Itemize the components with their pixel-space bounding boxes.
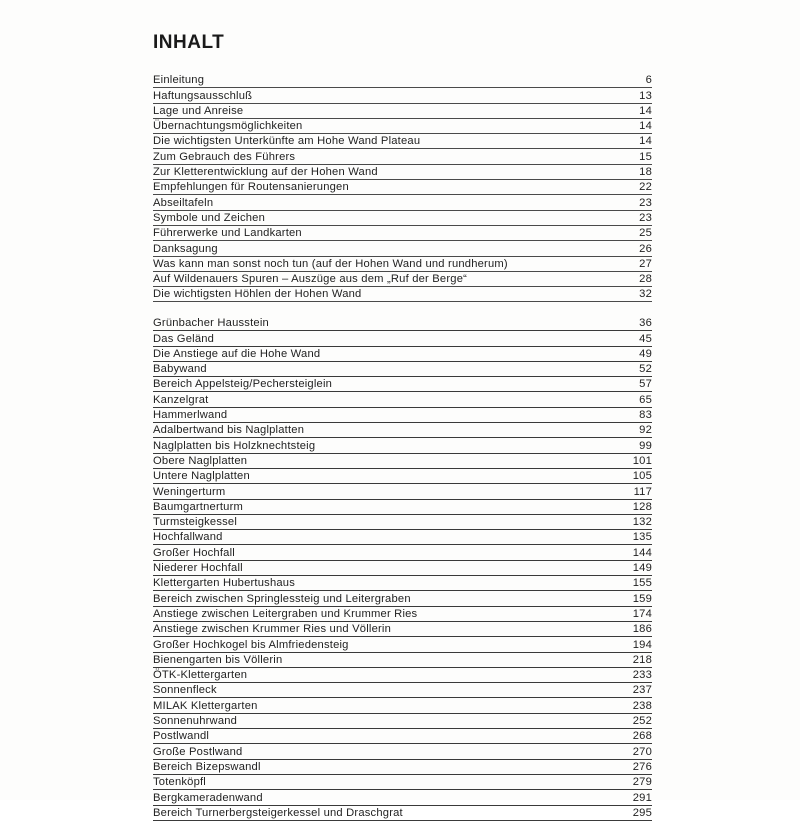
toc-entry-title: Bereich Turnerbergsteigerkessel und Draschgrat <box>153 806 403 819</box>
toc-entry-page-number: 128 <box>632 500 652 513</box>
toc-entry-title: Die Anstiege auf die Hohe Wand <box>153 347 321 360</box>
toc-entry <box>153 195 652 210</box>
toc-entry-title: Großer Hochfall <box>153 546 235 559</box>
toc-entry-page-number: 23 <box>639 211 652 224</box>
toc-entry-title: Untere Naglplatten <box>153 470 250 483</box>
toc-entry <box>153 257 652 272</box>
toc-entry-title: Hammerlwand <box>153 409 228 422</box>
toc-entry-page-number: 83 <box>639 409 652 422</box>
toc-entry <box>153 211 652 226</box>
toc-entry <box>153 500 652 515</box>
toc-entry <box>153 272 652 287</box>
toc-entry <box>153 377 652 392</box>
toc-entry-title: Turmsteigkessel <box>153 516 238 529</box>
toc-entry-title: Was kann man sonst noch tun (auf der Hohen Wand und rundherum) <box>153 257 508 270</box>
toc-entry <box>153 241 652 256</box>
toc-entry <box>153 576 652 591</box>
toc-entry-title: Abseiltafeln <box>153 196 214 209</box>
toc-entry-page-number: 49 <box>639 347 652 360</box>
toc-entry <box>153 347 652 362</box>
toc-entry-page-number: 238 <box>632 699 652 712</box>
toc-entry-title: ÖTK-Klettergarten <box>153 669 248 682</box>
toc-entry <box>153 607 652 622</box>
toc-entry-page-number: 279 <box>632 776 652 789</box>
toc-entry-title: Einleitung <box>153 74 205 87</box>
toc-entry-page-number: 144 <box>632 546 652 559</box>
toc-entry <box>153 561 652 576</box>
toc-entry <box>153 530 652 545</box>
toc-entry-page-number: 186 <box>632 623 652 636</box>
toc-entry-title: Weningerturm <box>153 485 226 498</box>
toc-entry-title: Übernachtungsmöglichkeiten <box>153 120 303 133</box>
toc-entry-page-number: 233 <box>632 669 652 682</box>
toc-entry-title: Die wichtigsten Unterkünfte am Hohe Wand Plateau <box>153 135 421 148</box>
toc-entry-page-number: 174 <box>632 607 652 620</box>
toc-entry-title: Zur Kletterentwicklung auf der Hohen Wand <box>153 166 378 179</box>
toc-entry <box>153 806 652 821</box>
toc-entry <box>153 760 652 775</box>
toc-entry-page-number: 291 <box>632 791 652 804</box>
toc-entry-title: Bereich Bizepswandl <box>153 760 261 773</box>
page-title: INHALT <box>153 32 225 53</box>
toc-entry <box>153 362 652 377</box>
toc-entry-title: Niederer Hochfall <box>153 562 243 575</box>
toc-entry <box>153 744 652 759</box>
toc-entry <box>153 545 652 560</box>
toc-entry-page-number: 237 <box>632 684 652 697</box>
toc-entry-title: Bereich zwischen Springlessteig und Leitergraben <box>153 592 411 605</box>
toc-entry-page-number: 28 <box>639 273 652 286</box>
toc-section-general <box>153 73 652 302</box>
toc-entry <box>153 454 652 469</box>
toc-entry-page-number: 268 <box>632 730 652 743</box>
toc-entry-page-number: 6 <box>645 74 652 87</box>
toc-entry-page-number: 26 <box>639 242 652 255</box>
toc-entry-page-number: 295 <box>632 806 652 819</box>
toc-entry-title: Totenköpfl <box>153 776 206 789</box>
toc-entry-page-number: 194 <box>632 638 652 651</box>
toc-entry-title: Große Postlwand <box>153 745 243 758</box>
toc-entry <box>153 515 652 530</box>
toc-entry-page-number: 27 <box>639 257 652 270</box>
toc-entry <box>153 683 652 698</box>
toc-entry-page-number: 105 <box>632 470 652 483</box>
toc-entry-page-number: 155 <box>632 577 652 590</box>
toc-entry-page-number: 23 <box>639 196 652 209</box>
toc-entry <box>153 637 652 652</box>
toc-entry-title: Empfehlungen für Routensanierungen <box>153 181 349 194</box>
toc-entry <box>153 438 652 453</box>
toc-entry-page-number: 57 <box>639 378 652 391</box>
toc-entry-page-number: 132 <box>632 516 652 529</box>
toc-entry-title: Kanzelgrat <box>153 393 209 406</box>
toc-entry <box>153 790 652 805</box>
toc-entry-title: Obere Naglplatten <box>153 454 248 467</box>
toc-entry <box>153 714 652 729</box>
toc-entry <box>153 165 652 180</box>
toc-entry-page-number: 276 <box>632 760 652 773</box>
toc-entry-title: Anstiege zwischen Leitergraben und Krummer Ries <box>153 607 418 620</box>
toc-entry-title: Haftungsausschluß <box>153 89 253 102</box>
toc-entry-title: Sonnenuhrwand <box>153 715 238 728</box>
toc-entry-title: Postlwandl <box>153 730 210 743</box>
toc-entry-page-number: 45 <box>639 332 652 345</box>
toc-section-areas <box>153 316 652 821</box>
toc-entry-title: Auf Wildenauers Spuren – Auszüge aus dem „Ruf der Berge“ <box>153 273 468 286</box>
toc-entry-page-number: 135 <box>632 531 652 544</box>
toc-entry <box>153 88 652 103</box>
toc-entry-page-number: 14 <box>639 104 652 117</box>
toc-entry-page-number: 65 <box>639 393 652 406</box>
toc-entry-title: Die wichtigsten Höhlen der Hohen Wand <box>153 288 362 301</box>
toc-entry-page-number: 52 <box>639 363 652 376</box>
toc-entry-title: Grünbacher Hausstein <box>153 317 269 330</box>
toc-entry-page-number: 14 <box>639 135 652 148</box>
toc-entry-title: Bereich Appelsteig/Pechersteiglein <box>153 378 333 391</box>
toc-entry-title: Symbole und Zeichen <box>153 211 266 224</box>
toc-entry <box>153 668 652 683</box>
toc-entry <box>153 331 652 346</box>
toc-entry <box>153 469 652 484</box>
toc-entry-page-number: 36 <box>639 317 652 330</box>
toc-entry <box>153 392 652 407</box>
toc-entry <box>153 73 652 88</box>
toc-entry-page-number: 149 <box>632 562 652 575</box>
toc-entry <box>153 149 652 164</box>
toc-entry <box>153 729 652 744</box>
toc-entry <box>153 104 652 119</box>
toc-entry-page-number: 14 <box>639 120 652 133</box>
toc-entry-title: Babywand <box>153 363 207 376</box>
toc-entry-title: Klettergarten Hubertushaus <box>153 577 296 590</box>
toc-entry <box>153 287 652 302</box>
toc-entry <box>153 653 652 668</box>
toc-entry-title: Bergkameradenwand <box>153 791 263 804</box>
toc-entry-title: Sonnenfleck <box>153 684 217 697</box>
toc-entry <box>153 698 652 713</box>
toc-entry-title: MILAK Klettergarten <box>153 699 258 712</box>
toc-entry-title: Anstiege zwischen Krummer Ries und Völlerin <box>153 623 392 636</box>
toc-entry-page-number: 13 <box>639 89 652 102</box>
toc-entry <box>153 423 652 438</box>
toc-entry-title: Baumgartnerturm <box>153 500 244 513</box>
toc-entry-page-number: 22 <box>639 181 652 194</box>
toc-entry-page-number: 218 <box>632 653 652 666</box>
toc-entry-page-number: 117 <box>633 485 652 498</box>
toc-entry-title: Danksagung <box>153 242 218 255</box>
toc-entry <box>153 408 652 423</box>
toc-entry-page-number: 270 <box>632 745 652 758</box>
toc-entry-page-number: 32 <box>639 288 652 301</box>
toc-entry-page-number: 25 <box>639 227 652 240</box>
toc-entry-page-number: 252 <box>632 715 652 728</box>
toc-entry-title: Adalbertwand bis Naglplatten <box>153 424 305 437</box>
toc-entry-title: Hochfallwand <box>153 531 223 544</box>
toc-entry-title: Das Geländ <box>153 332 215 345</box>
toc-entry-title: Führerwerke und Landkarten <box>153 227 302 240</box>
toc-entry-page-number: 92 <box>639 424 652 437</box>
toc-entry-title: Lage und Anreise <box>153 104 244 117</box>
toc-entry-page-number: 15 <box>639 150 652 163</box>
toc-entry <box>153 316 652 331</box>
toc-entry-page-number: 18 <box>639 166 652 179</box>
toc-entry-title: Großer Hochkogel bis Almfriedensteig <box>153 638 349 651</box>
toc-entry <box>153 591 652 606</box>
toc-entry <box>153 180 652 195</box>
toc-entry <box>153 226 652 241</box>
toc-entry <box>153 622 652 637</box>
toc-entry-title: Naglplatten bis Holzknechtsteig <box>153 439 316 452</box>
toc-entry-title: Bienengarten bis Völlerin <box>153 653 283 666</box>
toc-entry <box>153 775 652 790</box>
toc-entry-page-number: 99 <box>639 439 652 452</box>
toc-entry-page-number: 101 <box>632 454 652 467</box>
toc-entry <box>153 134 652 149</box>
toc-entry <box>153 119 652 134</box>
toc-entry-page-number: 159 <box>632 592 652 605</box>
toc-entry <box>153 484 652 499</box>
toc-entry-title: Zum Gebrauch des Führers <box>153 150 296 163</box>
